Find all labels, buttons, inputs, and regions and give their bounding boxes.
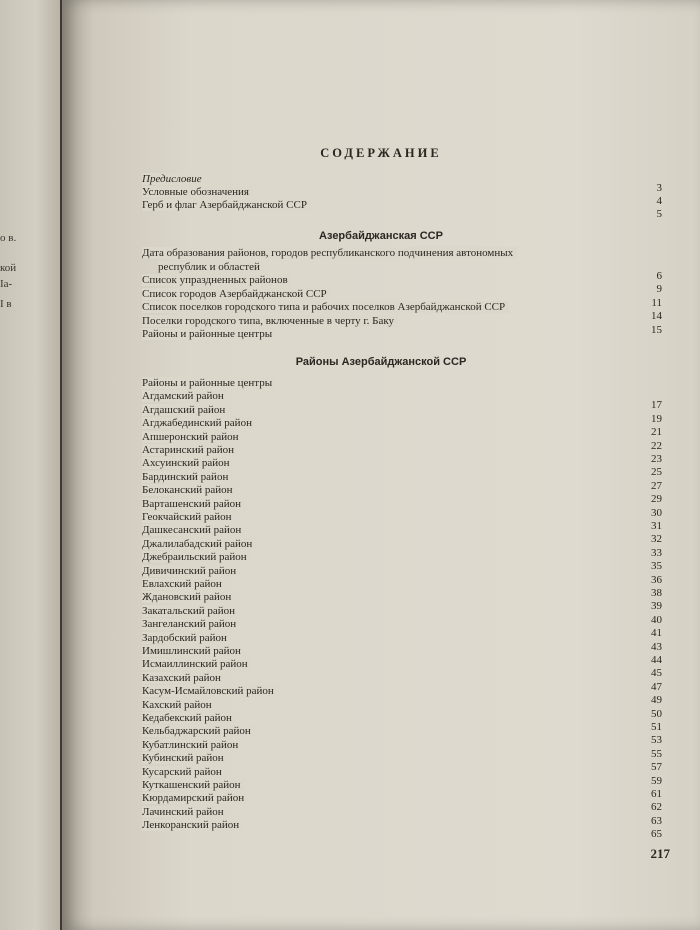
left-margin-fragment: кой [0,262,17,274]
toc-entry-page: 43 [651,640,662,653]
toc-entry [142,273,607,287]
toc-entry-title: Зангеланский район [142,618,240,630]
toc-entry-title: Казахский район [142,672,225,684]
left-page-edge [0,0,60,930]
toc-entry-page: 11 [651,296,662,309]
toc-entry-title: Список поселков городского типа и рабочих поселков Азербайджанской ССР [142,301,509,313]
toc-entry-title: Районы и районные центры [142,328,276,340]
toc-entry-page: 41 [651,627,662,640]
toc-entry-title: Касум-Исмайловский район [142,685,278,697]
toc-entry-title: Кубатлинский район [142,739,242,751]
toc-entry [142,327,607,341]
toc-entry-page: 15 [651,323,662,336]
toc-entry-title: Лачинский район [142,806,228,818]
toc-entry [142,617,607,631]
toc-entry-title: республик и областей [158,261,264,273]
toc-entry [142,604,607,618]
toc-entry [142,246,607,260]
toc-entry-page: 51 [651,721,662,733]
toc-entry-title: Бардинский район [142,471,232,483]
toc-entry [142,711,607,725]
toc-entry-page: 36 [651,573,662,586]
toc-entry-title: Кусарский район [142,766,226,778]
toc-entry [142,510,607,524]
toc-entry-page: 65 [651,828,662,841]
toc-entry-title: Кюрдамирский район [142,792,248,804]
toc-entry-title: Апшеронский район [142,431,242,443]
left-margin-fragment: о в. [0,232,17,244]
toc-entry [142,805,607,819]
left-margin-fragment: I в [0,298,12,310]
toc-entry [142,657,607,671]
toc-entry-page: 29 [651,493,662,506]
toc-entry-title: Евлахский район [142,578,226,590]
toc-entry [142,738,607,752]
toc-entry-page: 32 [651,533,662,546]
toc-entry [142,778,607,792]
toc-entry [142,523,607,537]
toc-entry [142,287,607,301]
toc-entry-page: 31 [651,520,662,532]
toc-entry-page: 27 [651,479,662,492]
toc-entry-title: Агджабединский район [142,417,256,429]
toc-entry [142,430,607,444]
section-title-azerbaijan-ssr: Азербайджанская ССР [319,230,443,242]
toc-entry-page: 3 [656,182,662,194]
toc-entry [142,564,607,578]
toc-entry [142,631,607,645]
toc-entry-title: Ждановский район [142,591,235,603]
toc-entry [142,550,607,564]
page-number: 217 [650,846,670,861]
toc-entry-page: 33 [651,546,662,559]
toc-entry-page: 45 [651,667,662,680]
toc-entry [142,684,607,698]
toc-entry-title: Кубинский район [142,752,228,764]
toc-entry-title: Джалилабадский район [142,538,256,550]
toc-entry-title: Предисловие [142,173,206,185]
toc-entry-title: Зардобский район [142,632,231,644]
toc-entry-title: Кахский район [142,699,216,711]
toc-entry-title: Дивичинский район [142,565,240,577]
toc-entry-page: 47 [651,680,662,693]
toc-entry-title: Районы и районные центры [142,377,276,389]
toc-entry-title: Геокчайский район [142,511,236,523]
toc-entry [142,198,607,212]
toc-entry-title: Список городов Азербайджанской ССР [142,288,331,300]
toc-entry [142,577,607,591]
toc-entry-title: Герб и флаг Азербайджанской ССР [142,199,311,211]
toc-entry [142,537,607,551]
toc-entry-title: Джебраильский район [142,551,251,563]
toc-entry [142,497,607,511]
toc-entry-page: 4 [656,195,662,207]
toc-entry-title: Дата образования районов, городов республиканского подчинения автономных [142,247,517,259]
toc-entry-title: Куткашенский район [142,779,245,791]
toc-entry-page: 63 [651,814,662,827]
toc-entry [142,456,607,470]
toc-entry-title: Закатальский район [142,605,239,617]
toc-entry-page: 39 [651,600,662,613]
toc-entry-page: 19 [651,412,662,425]
toc-entry-page: 53 [651,734,662,747]
toc-entry [142,314,607,328]
toc-heading: СОДЕРЖАНИЕ [320,146,442,160]
toc-entry [142,765,607,779]
section-title-districts: Районы Азербайджанской ССР [295,356,467,368]
toc-entry-title: Агдашский район [142,404,229,416]
toc-entry-page: 17 [651,399,662,412]
toc-entry-page: 38 [651,587,662,599]
toc-entry [142,443,607,457]
toc-entry-page: 22 [651,439,662,452]
toc-entry [142,724,607,738]
toc-entry-title: Агдамский район [142,390,228,402]
toc-entry [142,470,607,484]
toc-entry-page: 57 [651,761,662,774]
toc-entry-page: 50 [651,707,662,720]
toc-entry-title: Астаринский район [142,444,238,456]
toc-entry-page: 9 [656,283,662,295]
toc-entry-page: 49 [651,694,662,707]
toc-entry-page: 30 [651,506,662,519]
toc-entry [142,644,607,658]
toc-entry-page: 25 [651,466,662,479]
toc-entry [142,671,607,685]
toc-entry [142,403,607,417]
toc-entry-title: Ленкоранский район [142,819,243,831]
toc-entry [142,590,607,604]
toc-entry-title: Имишлинский район [142,645,245,657]
toc-entry-page: 44 [651,654,662,666]
toc-entry-title: Белоканский район [142,484,237,496]
toc-entry-page: 5 [656,208,662,220]
toc-entry [142,698,607,712]
toc-entry [142,818,607,832]
left-margin-fragment: Iа- [0,278,13,290]
toc-entry [142,300,607,314]
toc-entry-page: 61 [651,788,662,800]
toc-entry [142,791,607,805]
toc-entry-page: 6 [656,269,662,282]
toc-entry-page: 40 [651,613,662,626]
toc-entry-title: Поселки городского типа, включенные в черту г. Баку [142,315,398,327]
toc-entry-title: Список упраздненных районов [142,274,292,286]
toc-entry-title: Варташенский район [142,498,245,510]
toc-entry-title: Кельбаджарский район [142,725,255,737]
toc-entry-page: 14 [651,310,662,322]
toc-entry [142,376,607,390]
toc-entry-title: Кедабекский район [142,712,236,724]
toc-entry-title: Дашкесанский район [142,524,245,536]
toc-entry-page: 62 [651,801,662,814]
toc-entry-title: Условные обозначения [142,186,253,198]
toc-entry [142,416,607,430]
toc-entry [142,172,607,186]
toc-entry-page: 35 [651,560,662,573]
toc-entry [158,260,623,274]
document-page [62,0,700,930]
toc-entry-page: 21 [651,426,662,439]
toc-entry [142,185,607,199]
toc-entry-page: 55 [651,747,662,760]
toc-entry-page: 59 [651,774,662,787]
toc-entry-title: Исмаиллинский район [142,658,252,670]
toc-entry-page: 23 [651,453,662,465]
toc-entry [142,389,607,403]
toc-entry [142,751,607,765]
toc-entry [142,483,607,497]
toc-entry-title: Ахсуинский район [142,457,234,469]
